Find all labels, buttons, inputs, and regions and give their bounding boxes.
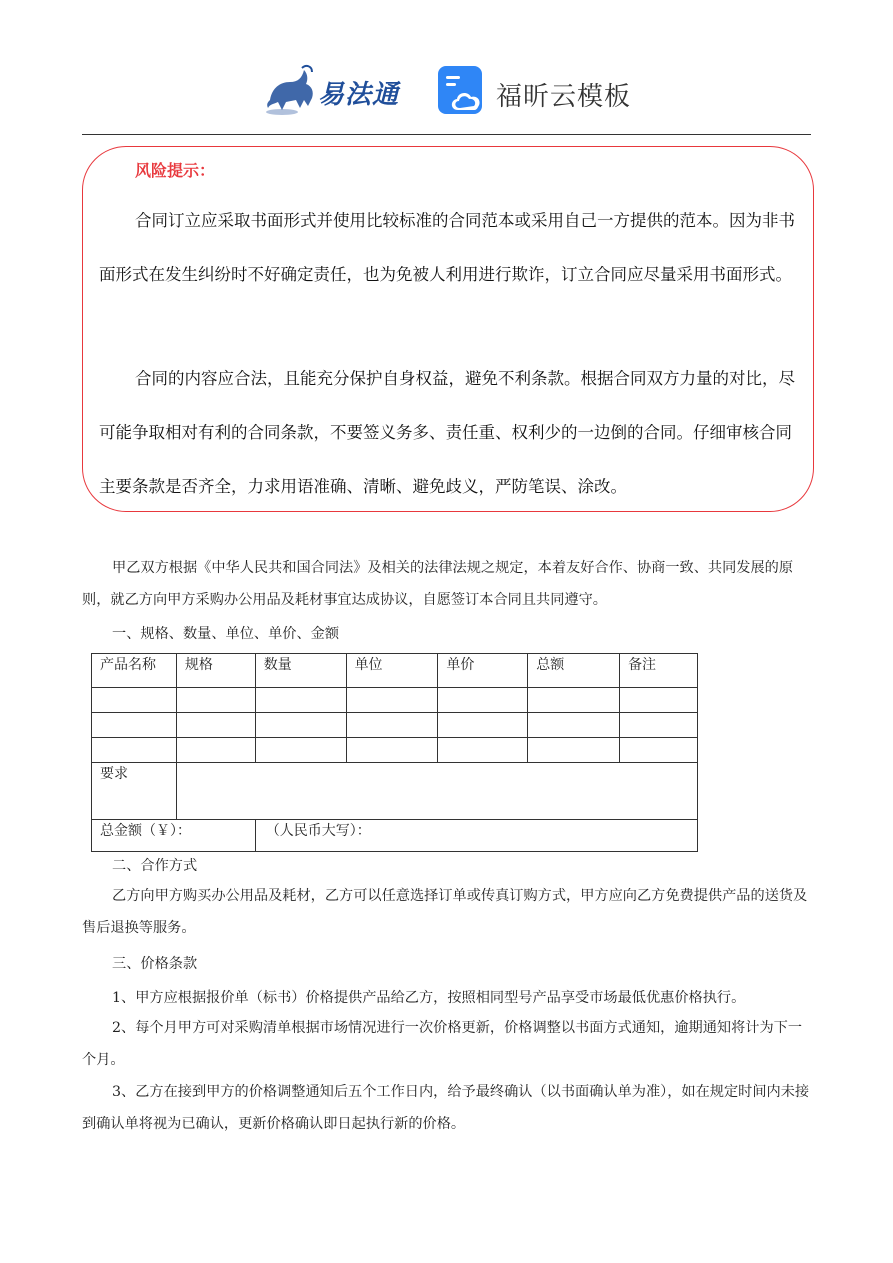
total-upper-label: （人民币大写）： [255, 820, 697, 852]
yifatong-logo [262, 60, 412, 118]
section-paragraph: 乙方向甲方购买办公用品及耗材，乙方可以任意选择订单或传真订购方式，甲方应向乙方免费提供产品的送货及售后退换等服务。 [82, 888, 808, 936]
column-header: 数量 [255, 654, 346, 688]
clause-paragraph: 1、甲方应根据报价单（标书）价格提供产品给乙方，按照相同型号产品享受市场最低优惠价格执行。 [112, 990, 746, 1006]
header-divider [82, 134, 811, 135]
total-label: 总金额（￥）： [92, 820, 256, 852]
foxit-template-logo [436, 64, 636, 118]
requirement-cell [176, 763, 697, 820]
requirement-row [92, 763, 698, 820]
foxit-template-logo-text: 福昕云模板 [496, 82, 632, 112]
intro-paragraph: 甲乙双方根据《中华人民共和国合同法》及相关的法律法规之规定，本着友好合作、协商一致、共同发展的原则，就乙方向甲方采购办公用品及耗材事宜达成协议，自愿签订本合同且共同遵守。 [82, 560, 794, 608]
column-header: 备注 [620, 654, 698, 688]
yifatong-logo-text: 易法通 [318, 80, 400, 110]
table-row [92, 713, 698, 738]
risk-notice-title: 风险提示： [135, 161, 216, 180]
table-row [92, 688, 698, 713]
column-header: 单价 [438, 654, 528, 688]
table-header-row [92, 654, 698, 688]
spec-table [91, 653, 698, 852]
column-header: 单位 [346, 654, 438, 688]
column-header: 总额 [528, 654, 620, 688]
requirement-label: 要求 [92, 763, 177, 820]
table-row [92, 738, 698, 763]
clause-paragraph: 2、每个月甲方可对采购清单根据市场情况进行一次价格更新，价格调整以书面方式通知，逾期通知将计为下一个月。 [82, 1020, 803, 1068]
total-row [92, 820, 698, 852]
section-heading: 二、合作方式 [112, 858, 198, 874]
cloud-document-icon [436, 64, 488, 116]
column-header: 规格 [176, 654, 255, 688]
risk-paragraph: 合同订立应采取书面形式并使用比较标准的合同范本或采用自己一方提供的范本。因为非书面形式在发生纠纷时不好确定责任，也为免被人利用进行欺诈，订立合同应尽量采用书面形式。 [99, 211, 795, 284]
clause-paragraph: 3、乙方在接到甲方的价格调整通知后五个工作日内，给予最终确认（以书面确认单为准），如在规定时间内未接到确认单将视为已确认，更新价格确认即日起执行新的价格。 [82, 1084, 810, 1132]
qilin-icon [262, 60, 320, 118]
page-header [0, 58, 893, 122]
section-heading: 一、规格、数量、单位、单价、金额 [112, 626, 340, 642]
column-header: 产品名称 [92, 654, 177, 688]
section-heading: 三、价格条款 [112, 956, 198, 972]
risk-paragraph: 合同的内容应合法，且能充分保护自身权益，避免不利条款。根据合同双方力量的对比，尽可能争取相对有利的合同条款，不要签义务多、责任重、权利少的一边倒的合同。仔细审核合同主要条款是否齐全，力求用语准确、清晰、避免歧义，严防笔误、涂改。 [99, 369, 795, 496]
